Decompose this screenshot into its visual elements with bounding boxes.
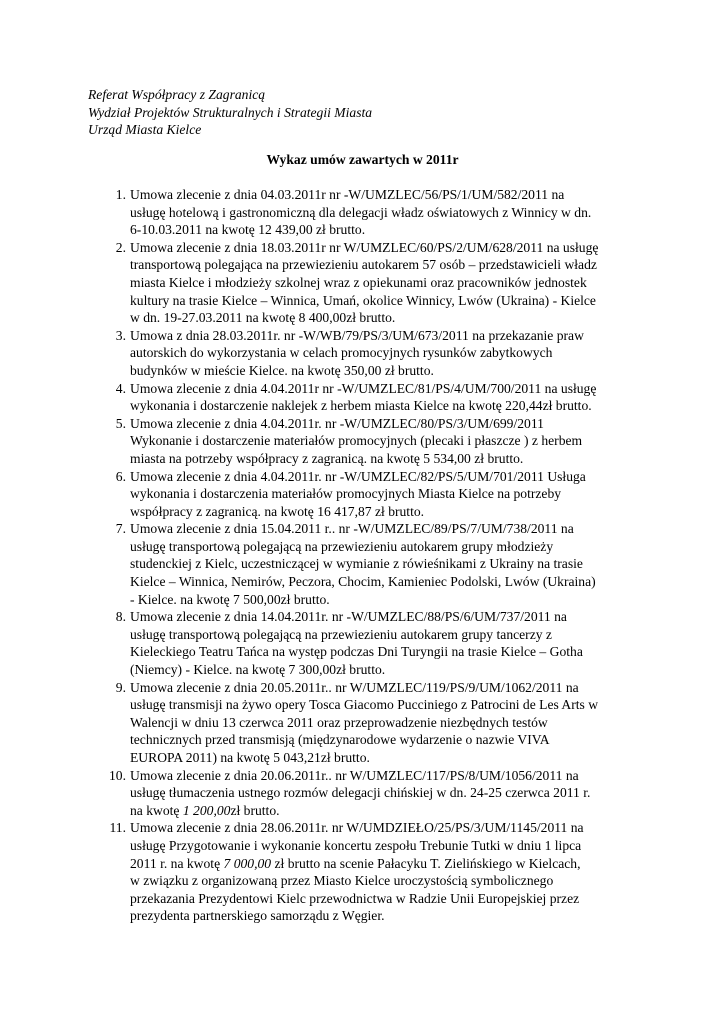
contract-item-line: usługę transportową polegającą na przewiezieniu autokarem grupy tancerzy z (130, 626, 552, 642)
contract-item-line: technicznych przed transmisją (międzynarodowe wydarzenie o nazwie VIVA (130, 732, 550, 748)
contract-item-number: 8. (115, 609, 126, 625)
contract-item (106, 239, 646, 327)
contract-item-line: Umowa zlecenie z dnia 14.04.2011r. nr -W/UMZLEC/88/PS/6/UM/737/2011 na (130, 609, 567, 625)
contract-item-number: 7. (115, 521, 126, 537)
contract-item-line: Walencji w dniu 13 czerwca 2011 oraz przeprowadzenie niezbędnych testów (130, 714, 548, 730)
contract-item-line: usługę transportową polegającą na przewiezieniu autokarem grupy młodzieży (130, 538, 554, 554)
contract-item-number: 11. (109, 820, 126, 836)
contract-item-number: 10. (109, 767, 126, 783)
contract-list (106, 186, 646, 925)
contract-item (106, 819, 646, 925)
contract-item-line: prezydenta partnerskiego samorządu z Węgier. (130, 908, 385, 924)
contract-item-number: 2. (115, 239, 126, 255)
contract-item-line: Kielce – Winnica, Nemirów, Peczora, Chocim, Kamieniec Podolski, Lwów (Ukraina) (130, 574, 596, 590)
header-line-office: Urząd Miasta Kielce (88, 122, 202, 138)
contract-item-line: 6-10.03.2011 na kwotę 12 439,00 zł brutto. (130, 222, 366, 238)
contract-item (106, 186, 646, 239)
contract-item (106, 380, 646, 415)
contract-item-number: 9. (115, 679, 126, 695)
contract-item-line: Umowa zlecenie z dnia 20.05.2011r.. nr W/UMZLEC/119/PS/9/UM/1062/2011 na (130, 679, 579, 695)
header-block (88, 86, 372, 139)
contract-item-line: studenckiej z Kielc, uczestniczącej w wymianie z rówieśnikami z Ukrainy na trasie (130, 556, 583, 572)
contract-item-line: usługę tłumaczenia ustnego rozmów delegacji chińskiej w dn. 24-25 czerwca 2011 r. (130, 785, 591, 801)
contract-item-line: wykonania i dostarczenia materiałów promocyjnych Miasta Kielce na potrzeby (130, 486, 562, 502)
contract-item-line: wykonania i dostarczenie naklejek z herbem miasta Kielce na kwotę 220,44zł brutto. (130, 398, 592, 414)
contract-item-number: 3. (115, 327, 126, 343)
contract-item-line: Umowa zlecenie z dnia 15.04.2011 r.. nr -W/UMZLEC/89/PS/7/UM/738/2011 na (130, 521, 574, 537)
contract-item-line: w dn. 19-27.03.2011 na kwotę 8 400,00zł brutto. (130, 310, 396, 326)
contract-item-line: - Kielce. na kwotę 7 500,00zł brutto. (130, 591, 330, 607)
contract-item-line: 2011 r. na kwotę 7 000,00 zł brutto na scenie Pałacyku T. Zielińskiego w Kielcach, (130, 855, 581, 871)
contract-item-line: Wykonanie i dostarczenie materiałów promocyjnych (plecaki i płaszcze ) z herbem (130, 433, 583, 449)
contract-item-line: usługę transmisji na żywo opery Tosca Giacomo Pucciniego z Patrocini de Les Arts w (130, 697, 599, 713)
contract-item-line: kultury na trasie Kielce – Winnica, Umań, okolice Winnicy, Lwów (Ukraina) - Kielce (130, 292, 596, 308)
contract-item-line: (Niemcy) - Kielce. na kwotę 7 300,00zł brutto. (130, 662, 386, 678)
contract-item-line: przekazania Prezydentowi Kielc przewodnictwa w Radzie Unii Europejskiej przez (130, 890, 580, 906)
document-title: Wykaz umów zawartych w 2011r (266, 152, 459, 167)
contract-item-line: usługę hotelową i gastronomiczną dla delegacji władz oświatowych z Winnicy w dn. (130, 204, 592, 220)
header-line-department: Referat Współpracy z Zagranicą (88, 87, 266, 102)
contract-item-line: Umowa zlecenie z dnia 20.06.2011r.. nr W/UMZLEC/117/PS/8/UM/1056/2011 na (130, 767, 579, 783)
contract-item-number: 1. (115, 187, 126, 202)
contract-item-line: na kwotę 1 200,00zł brutto. (130, 802, 280, 818)
contract-item (106, 767, 646, 820)
contract-item-line: Umowa zlecenie z dnia 4.04.2011r. nr -W/UMZLEC/80/PS/3/UM/699/2011 (130, 415, 544, 431)
contract-item (106, 679, 646, 767)
contract-item-line: Kieleckiego Teatru Tańca na występ podczas Dni Turyngii na trasie Kielce – Gotha (130, 644, 583, 660)
contract-item-line: Umowa zlecenie z dnia 4.04.2011r. nr -W/UMZLEC/82/PS/5/UM/701/2011 Usługa (130, 468, 586, 484)
contract-item-line: w związku z organizowaną przez Miasto Kielce uroczystością symbolicznego (130, 873, 554, 889)
contract-item (106, 327, 646, 380)
contract-item (106, 520, 646, 608)
contract-item-number: 4. (115, 380, 126, 396)
contract-item-line: Umowa zlecenie z dnia 04.03.2011r nr -W/UMZLEC/56/PS/1/UM/582/2011 na (130, 187, 565, 202)
contract-item-line: miasta na potrzeby współpracy z zagranicą. na kwotę 5 534,00 zł brutto. (130, 450, 524, 466)
contract-item (106, 608, 646, 678)
contract-item-line: budynków w mieście Kielce. na kwotę 350,00 zł brutto. (130, 362, 434, 378)
contract-item-number: 5. (115, 415, 126, 431)
contract-item-line: miasta Kielce i młodzieży szkolnej wraz z opiekunami oraz pracowników jednostek (130, 274, 587, 290)
contract-item-line: EUROPA 2011) na kwotę 5 043,21zł brutto. (130, 750, 370, 765)
contract-item-line: Umowa zlecenie z dnia 28.06.2011r. nr W/UMDZIEŁO/25/PS/3/UM/1145/2011 na (130, 820, 584, 836)
contract-item-line: Umowa zlecenie z dnia 4.04.2011r nr -W/UMZLEC/81/PS/4/UM/700/2011 na usługę (130, 380, 597, 396)
contract-item-line: transportową polegająca na przewiezieniu autokarem 57 osób – przedstawicieli władz (130, 257, 597, 273)
contract-item-line: Umowa zlecenie z dnia 18.03.2011r nr W/UMZLEC/60/PS/2/UM/628/2011 na usługę (130, 239, 599, 255)
contract-item-line: współpracy z zagranicą. na kwotę 16 417,87 zł brutto. (130, 503, 425, 519)
contract-item-number: 6. (115, 468, 126, 484)
contract-item (106, 415, 646, 468)
contract-item (106, 468, 646, 521)
header-line-division: Wydział Projektów Strukturalnych i Strategii Miasta (88, 104, 373, 120)
contract-item-line: autorskich do wykorzystania w celach promocyjnych rysunków zabytkowych (130, 345, 553, 361)
contract-item-line: usługę Przygotowanie i wykonanie koncertu zespołu Trebunie Tutki w dniu 1 lipca (130, 837, 582, 853)
contract-item-line: Umowa z dnia 28.03.2011r. nr -W/WB/79/PS/3/UM/673/2011 na przekazanie praw (130, 327, 584, 343)
